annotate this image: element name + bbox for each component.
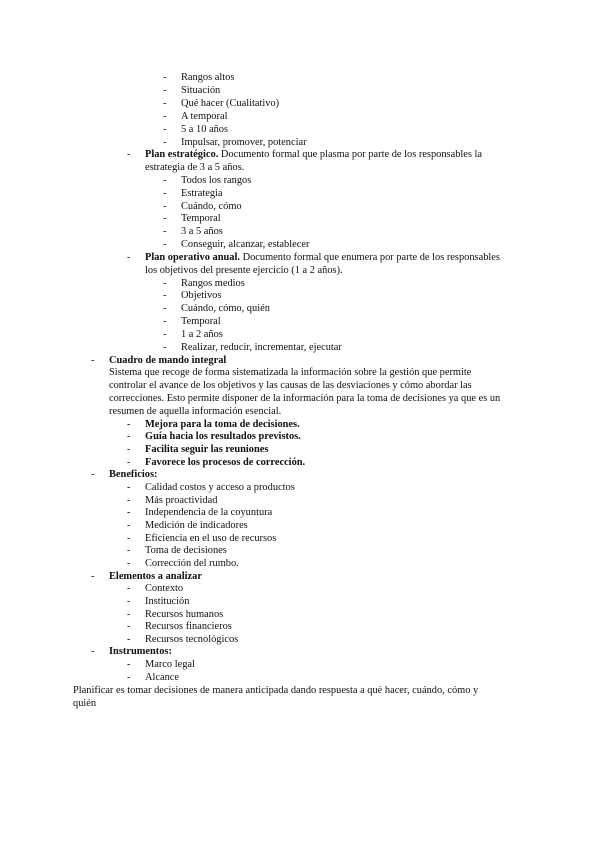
- list-item: Cuándo, cómo: [181, 201, 242, 212]
- list-item: Alcance: [145, 672, 180, 683]
- list-dash: -: [163, 213, 167, 224]
- list-dash: -: [127, 507, 131, 518]
- list-item: Más proactividad: [145, 495, 218, 506]
- list-dash: -: [163, 316, 167, 327]
- plan-estrategico-heading: [145, 149, 482, 162]
- list-dash: -: [163, 98, 167, 109]
- list-dash: -: [163, 137, 167, 148]
- list-item: Calidad costos y acceso a productos: [145, 482, 295, 493]
- list-item: Contexto: [145, 583, 184, 594]
- list-item: Guía hacia los resultados previstos.: [145, 431, 301, 442]
- list-dash: -: [127, 545, 131, 556]
- plan-operativo-desc-cont: los objetivos del presente ejercicio (1 a 2 años).: [145, 265, 343, 276]
- list-item: Impulsar, promover, potenciar: [181, 137, 307, 148]
- list-dash: -: [127, 419, 131, 430]
- list-item: Independencia de la coyuntura: [145, 507, 273, 518]
- list-dash: -: [127, 444, 131, 455]
- list-dash: -: [127, 431, 131, 442]
- list-item: Cuándo, cómo, quién: [181, 303, 270, 314]
- cuadro-desc-line: correcciones. Esto permite disponer de la información para la toma de decisiones ya que es un: [109, 393, 501, 404]
- list-dash: -: [127, 621, 131, 632]
- list-dash: -: [127, 583, 131, 594]
- list-dash: -: [91, 355, 95, 366]
- list-dash: -: [91, 571, 95, 582]
- list-dash: -: [163, 188, 167, 199]
- instrumentos-title: Instrumentos:: [109, 646, 172, 657]
- list-item: Estrategia: [181, 188, 223, 199]
- list-item: Favorece los procesos de corrección.: [145, 457, 306, 468]
- list-item: Marco legal: [145, 659, 195, 670]
- list-dash: -: [127, 457, 131, 468]
- beneficios-title: Beneficios:: [109, 469, 158, 480]
- plan-operativo-title: Plan operativo anual.: [145, 252, 240, 263]
- list-dash: -: [127, 482, 131, 493]
- cuadro-desc-line: controlar el avance de los objetivos y las causas de las desviaciones y cómo abordar las: [109, 380, 472, 391]
- footer-paragraph-line: quién: [73, 698, 97, 709]
- list-dash: -: [163, 124, 167, 135]
- list-dash: -: [127, 672, 131, 683]
- list-dash: -: [163, 278, 167, 289]
- list-item: Rangos medios: [181, 278, 245, 289]
- list-dash: -: [127, 495, 131, 506]
- list-item: Institución: [145, 596, 190, 607]
- list-dash: -: [163, 329, 167, 340]
- list-dash: -: [127, 558, 131, 569]
- list-dash: -: [127, 659, 131, 670]
- list-item: Corrección del rumbo.: [145, 558, 239, 569]
- list-item: Temporal: [181, 316, 221, 327]
- list-item: 5 a 10 años: [181, 124, 229, 135]
- plan-estrategico-desc: Documento formal que plasma por parte de los responsables la: [218, 149, 483, 160]
- list-item: Rangos altos: [181, 72, 235, 83]
- list-item: Facilita seguir las reuniones: [145, 444, 269, 455]
- list-dash: -: [127, 252, 131, 263]
- list-item: Objetivos: [181, 290, 222, 301]
- list-dash: -: [163, 239, 167, 250]
- list-dash: -: [91, 646, 95, 657]
- list-dash: -: [127, 520, 131, 531]
- list-dash: -: [163, 175, 167, 186]
- list-dash: -: [127, 533, 131, 544]
- list-dash: -: [163, 342, 167, 353]
- list-item: Medición de indicadores: [145, 520, 248, 531]
- list-dash: -: [163, 111, 167, 122]
- list-dash: -: [163, 290, 167, 301]
- list-item: Mejora para la toma de decisiones.: [145, 419, 300, 430]
- list-item: Conseguir, alcanzar, establecer: [181, 239, 310, 250]
- list-item: Recursos financieros: [145, 621, 232, 632]
- cuadro-desc-line: resumen de aquella información esencial.: [109, 406, 282, 417]
- cuadro-title: Cuadro de mando integral: [109, 355, 227, 366]
- plan-operativo-desc: Documento formal que enumera por parte de los responsables: [239, 252, 500, 263]
- list-dash: -: [127, 149, 131, 160]
- list-dash: -: [127, 609, 131, 620]
- list-dash: -: [163, 303, 167, 314]
- list-dash: -: [163, 85, 167, 96]
- elementos-title: Elementos a analizar: [109, 571, 202, 582]
- list-item: Toma de decisiones: [145, 545, 227, 556]
- plan-estrategico-desc-cont: estrategia de 3 a 5 años.: [145, 162, 245, 173]
- list-item: Eficiencia en el uso de recursos: [145, 533, 277, 544]
- list-dash: -: [163, 72, 167, 83]
- list-dash: -: [163, 201, 167, 212]
- cuadro-desc-line: Sistema que recoge de forma sistematizada la información sobre la gestión que permite: [109, 367, 472, 378]
- list-item: A temporal: [181, 111, 228, 122]
- footer-paragraph-line: Planificar es tomar decisiones de manera anticipada dando respuesta a qué hacer, cuándo, cómo y: [73, 685, 479, 696]
- list-item: Temporal: [181, 213, 221, 224]
- list-item: 3 a 5 años: [181, 226, 223, 237]
- plan-operativo-heading: [145, 252, 500, 265]
- list-item: Todos los rangos: [181, 175, 252, 186]
- list-item: Recursos tecnológicos: [145, 634, 239, 645]
- list-dash: -: [127, 634, 131, 645]
- list-dash: -: [91, 469, 95, 480]
- list-item: Realizar, reducir, incrementar, ejecutar: [181, 342, 342, 353]
- list-item: 1 a 2 años: [181, 329, 223, 340]
- plan-estrategico-title: Plan estratégico.: [145, 149, 219, 160]
- list-item: Situación: [181, 85, 221, 96]
- list-item: Qué hacer (Cualitativo): [181, 98, 280, 109]
- list-item: Recursos humanos: [145, 609, 224, 620]
- list-dash: -: [127, 596, 131, 607]
- list-dash: -: [163, 226, 167, 237]
